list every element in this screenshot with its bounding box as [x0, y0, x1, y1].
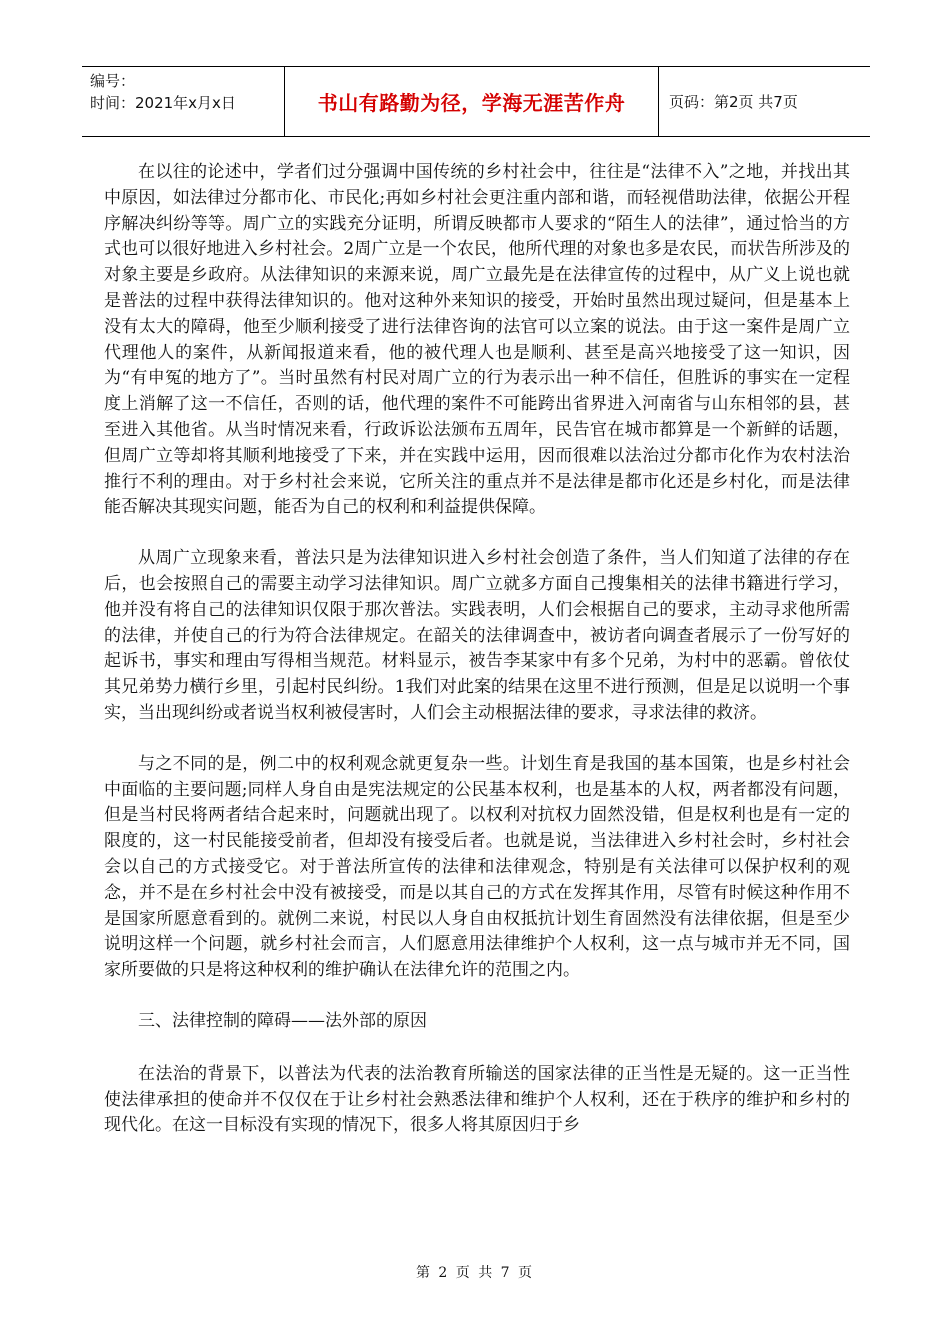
paragraph: 从周广立现象来看，普法只是为法律知识进入乡村社会创造了条件，当人们知道了法律的存在后，也会按照自己的需要主动学习法律知识。周广立就多方面自己搜集相关的法律书籍进行学习，他并没有将自己的法律知识仅限于那次普法。实践表明，人们会根据自己的要求，主动寻求他所需的法律，并使自己的行为符合法律规定。在韶关的法律调查中，被访者向调查者展示了一份写好的起诉书，事实和理由写得相当规范。材料显示，被告李某家中有多个兄弟，为村中的恶霸。曾依仗其兄弟势力横行乡里，引起村民纠纷。1我们对此案的结果在这里不进行预测，但是足以说明一个事实，当出现纠纷或者说当权利被侵害时，人们会主动根据法律的要求，寻求法律的救济。	[104, 548, 850, 723]
header-info-cell	[82, 67, 285, 136]
paragraph: 与之不同的是，例二中的权利观念就更复杂一些。计划生育是我国的基本国策，也是乡村社会中面临的主要问题;同样人身自由是宪法规定的公民基本权利，也是基本的人权，两者都没有问题，但是当村民将两者结合起来时，问题就出现了。以权利对抗权力固然没错，但是权利也是有一定的限度的，这一村民能接受前者，但却没有接受后者。也就是说，当法律进入乡村社会时，乡村社会会以自己的方式接受它。对于普法所宣传的法律和法律观念，特别是有关法律可以保护权利的观念，并不是在乡村社会中没有被接受，而是以其自己的方式在发挥其作用，尽管有时候这种作用不是国家所愿意看到的。就例二来说，村民以人身自由权抵抗计划生育固然没有法律依据，但是至少说明这样一个问题，就乡村社会而言，人们愿意用法律维护个人权利，这一点与城市并无不同，国家所要做的只是将这种权利的维护确认在法律允许的范围之内。	[104, 753, 850, 981]
paragraph: 在以往的论述中，学者们过分强调中国传统的乡村社会中，往往是“法律不入”之地，并找出其中原因，如法律过分都市化、市民化;再如乡村社会更注重内部和谐，而轻视借助法律，依据公开程序解决纠纷等等。周广立的实践充分证明，所谓反映都市人要求的“陌生人的法律”，通过恰当的方式也可以很好地进入乡村社会。2周广立是一个农民，他所代理的对象也多是农民，而状告所涉及的对象主要是乡政府。从法律知识的来源来说，周广立最先是在法律宣传的过程中，从广义上说也就是普法的过程中获得法律知识的。他对这种外来知识的接受，开始时虽然出现过疑问，但是基本上没有太大的障碍，他至少顺利接受了进行法律咨询的法官可以立案的说法。由于这一案件是周广立代理他人的案件，从新闻报道来看，他的被代理人也是顺利、甚至是高兴地接受了这一知识，因为“有申冤的地方了”。当时虽然有村民对周广立的行为表示出一种不信任，但胜诉的事实在一定程度上消解了这一不信任，否则的话，他代理的案件不可能跨出省界进入河南省与山东相邻的县，甚至进入其他省。从当时情况来看，行政诉讼法颁布五周年，民告官在城市都算是一个新鲜的话题，但周广立等却将其顺利地接受了下来，并在实践中运用，因而很难以法治过分都市化作为农村法治推行不利的理由。对于乡村社会来说，它所关注的重点并不是法律是都市化还是乡村化，而是法律能否解决其现实问题，能否为自己的权利和利益提供保障。	[104, 162, 850, 518]
document-date: 时间：2021年x月x日	[90, 94, 236, 112]
header-motto-cell	[285, 67, 659, 136]
document-number-label: 编号：	[90, 72, 136, 90]
page-footer: 第 2 页 共 7 页	[415, 1265, 535, 1281]
section-heading: 三、法律控制的障碍——法外部的原因	[138, 1010, 427, 1031]
paragraph: 在法治的背景下，以普法为代表的法治教育所输送的国家法律的正当性是无疑的。这一正当性使法律承担的使命并不仅仅在于让乡村社会熟悉法律和维护个人权利，还在于秩序的维护和乡村的现代化。在这一目标没有实现的情况下，很多人将其原因归于乡	[104, 1063, 850, 1136]
header-page-cell	[659, 67, 870, 136]
page-header	[82, 66, 870, 137]
header-page-info: 页码：第2页 共7页	[669, 93, 798, 111]
header-motto: 书山有路勤为径，学海无涯苦作舟	[317, 91, 626, 115]
document-body	[104, 160, 850, 1164]
